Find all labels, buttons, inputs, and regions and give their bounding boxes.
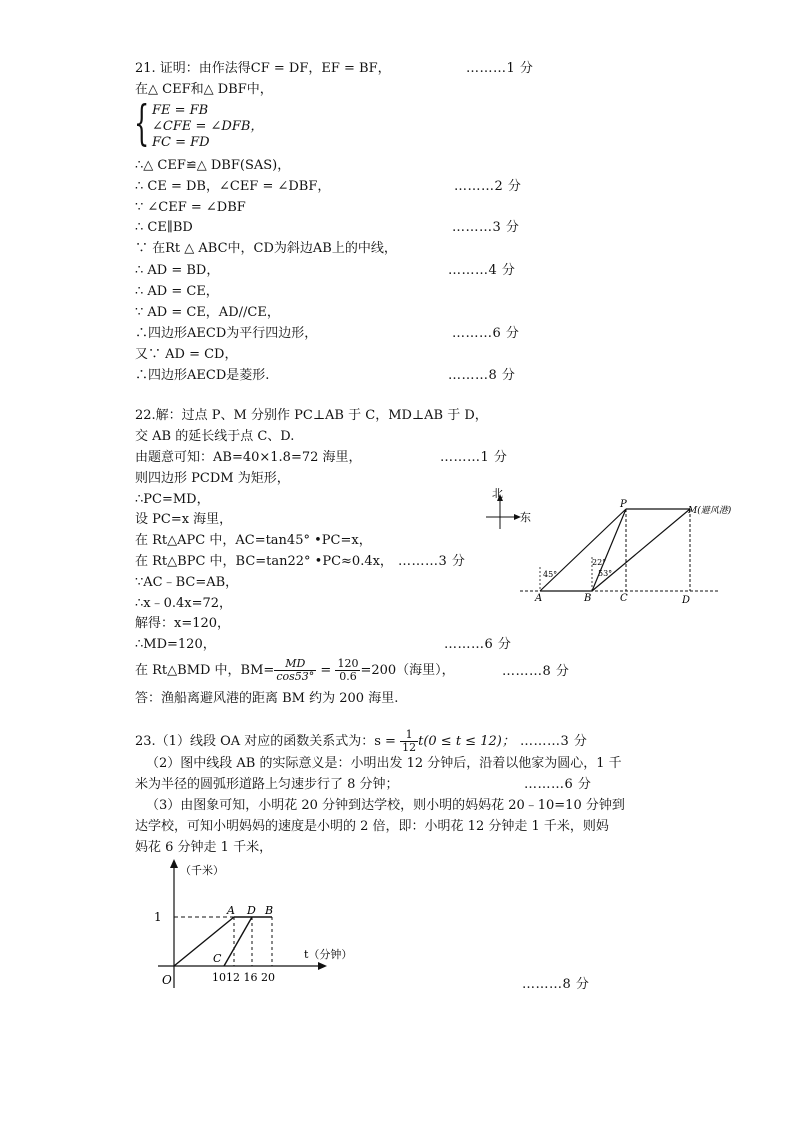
origin-label: O — [162, 973, 172, 987]
y-tick-1-label: 1 — [154, 910, 162, 924]
compass-north-label: 北 — [492, 487, 503, 500]
q21-line4: ∴ CE = DB，∠CEF = ∠DBF， — [135, 179, 331, 194]
q22-frac1-numerator: MD — [274, 658, 316, 671]
q22-line7: 在 Rt△APC 中，AC=tan45° •PC=x， — [135, 533, 372, 548]
q22-fraction-md-cos53 — [274, 658, 316, 683]
q23-part1 — [135, 729, 515, 755]
point-d-label: D — [682, 595, 691, 606]
q22-frac2-denominator: 0.6 — [339, 670, 357, 683]
q23-fraction-1-12 — [400, 729, 418, 754]
q22-score-1: ………1 分 — [440, 450, 508, 465]
angle-22-label: 22° — [592, 558, 607, 567]
q22-line8: 在 Rt△BPC 中，BC=tan22° •PC≈0.4x， — [135, 554, 393, 569]
q21-line12: 又∵ AD = CD， — [135, 347, 238, 362]
q22-score-3: ………3 分 — [398, 554, 466, 569]
segment-bm — [592, 509, 690, 591]
q23-part2-line2: 米为半径的圆弧形道路上匀速步行了 8 分钟； — [135, 777, 399, 792]
q23-score-3: ………3 分 — [520, 734, 588, 749]
x-tick-labels: 1012 16 20 — [212, 971, 275, 984]
q21-score-6: ………6 分 — [452, 326, 520, 341]
angle-53-label: 53° — [598, 569, 613, 578]
q22-score-6: ………6 分 — [444, 637, 512, 652]
q22-line4: 则四边形 PCDM 为矩形， — [135, 471, 290, 486]
q22-line3: 由题意可知：AB=40×1.8=72 海里， — [135, 450, 362, 465]
q21-system-eq2: ∠CFE = ∠DFB， — [152, 119, 264, 134]
q23-distance-time-graph — [150, 856, 380, 991]
q23-frac-denominator: 12 — [402, 741, 417, 754]
q21-system-eq3: FC = FD — [152, 135, 210, 150]
q23-part3-line3: 妈花 6 分钟走 1 千米， — [135, 840, 273, 855]
x-axis-arrow-icon — [318, 962, 327, 970]
y-axis-arrow-icon — [170, 859, 178, 868]
q22-line9: ∵AC﹣BC=AB， — [135, 575, 239, 590]
q23-part2-line1: （2）图中线段 AB 的实际意义是：小明出发 12 分钟后，沿着以他家为圆心，1 千 — [146, 756, 622, 771]
q23-part3-line1: （3）由图象可知，小明花 20 分钟到达学校，则小明的妈妈花 20﹣10=10 分钟到 — [146, 798, 625, 813]
point-c-label: C — [213, 952, 222, 965]
q21-score-3: ………3 分 — [452, 220, 520, 235]
x-axis-unit-label: t（分钟） — [304, 948, 353, 961]
q21-line7: ∵ 在Rt △ ABC中，CD为斜边AB上的中线， — [135, 241, 397, 256]
compass-east-label: 东 — [520, 511, 531, 524]
q21-score-2: ………2 分 — [454, 179, 522, 194]
q23-score-8: ………8 分 — [522, 977, 590, 992]
q22-line1: 22.解：过点 P、M 分别作 PC⊥AB 于 C，MD⊥AB 于 D， — [135, 408, 488, 423]
q22-line6: 设 PC=x 海里， — [135, 512, 233, 527]
q21-line5: ∵ ∠CEF = ∠DBF — [135, 200, 246, 215]
q21-line1: 21. 证明：由作法得CF = DF，EF = BF， — [135, 61, 391, 76]
q23-part3-line2: 达学校，可知小明妈妈的速度是小明的 2 倍，即：小明花 12 分钟走 1 千米，则妈 — [135, 819, 609, 834]
q22-line14: 答：渔船离避风港的距离 BM 约为 200 海里. — [135, 691, 399, 706]
point-a-label: A — [227, 904, 235, 917]
q22-equals: = — [320, 663, 332, 678]
point-p-label: P — [620, 499, 627, 510]
q22-fraction-120-06 — [335, 658, 360, 683]
y-axis-unit-label: （千米） — [180, 864, 224, 877]
q21-score-1: ………1 分 — [466, 61, 534, 76]
segment-bp — [592, 509, 626, 591]
point-d-label: D — [247, 904, 256, 917]
segment-oa — [174, 917, 234, 966]
q21-line2: 在△ CEF和△ DBF中， — [135, 82, 273, 97]
q21-line8: ∴ AD = BD， — [135, 263, 220, 278]
q22-line12: ∴MD=120， — [135, 637, 216, 652]
q21-system-brace: { — [134, 95, 150, 151]
q21-score-4: ………4 分 — [448, 263, 516, 278]
point-c-label: C — [620, 593, 628, 604]
q21-line6: ∴ CE∥BD — [135, 220, 193, 235]
point-m-label: M(避风港) — [688, 506, 732, 516]
q22-line13 — [135, 657, 455, 685]
q21-line13: ∴四边形AECD是菱形. — [135, 368, 270, 383]
q22-line10: ∴x﹣0.4x=72， — [135, 596, 233, 611]
q22-line11: 解得：x=120， — [135, 616, 231, 631]
angle-45-label: 45° — [543, 570, 558, 579]
q22-geometry-figure — [480, 485, 740, 610]
q21-line11: ∴四边形AECD为平行四边形， — [135, 326, 318, 341]
q23-frac-numerator: 1 — [400, 729, 418, 742]
q23-score-6: ………6 分 — [524, 777, 592, 792]
point-b-label: B — [265, 904, 274, 917]
q23-part1-prefix: 23.（1）线段 OA 对应的函数关系式为：s = — [135, 734, 396, 749]
point-a-label: A — [535, 593, 543, 604]
q21-line10: ∵ AD = CE，AD//CE， — [135, 305, 280, 320]
q21-line9: ∴ AD = CE， — [135, 284, 219, 299]
q22-frac2-numerator: 120 — [337, 657, 359, 670]
q21-score-8: ………8 分 — [448, 368, 516, 383]
q21-line3: ∴△ CEF≌△ DBF(SAS)， — [135, 158, 291, 173]
q21-system-eq1: FE = FB — [152, 103, 209, 118]
q22-line13-prefix: 在 Rt△BMD 中，BM= — [135, 663, 275, 678]
q22-line2: 交 AB 的延长线于点 C、D. — [135, 429, 295, 444]
point-b-label: B — [584, 593, 592, 604]
segment-cd — [224, 917, 252, 966]
q22-line13-suffix: =200（海里）， — [360, 663, 455, 678]
q22-line5: ∴PC=MD， — [135, 492, 210, 507]
q23-part1-suffix: t(0 ≤ t ≤ 12)； — [418, 734, 515, 749]
q22-frac1-denominator: cos53° — [276, 670, 315, 683]
q22-score-8: ………8 分 — [502, 664, 570, 679]
